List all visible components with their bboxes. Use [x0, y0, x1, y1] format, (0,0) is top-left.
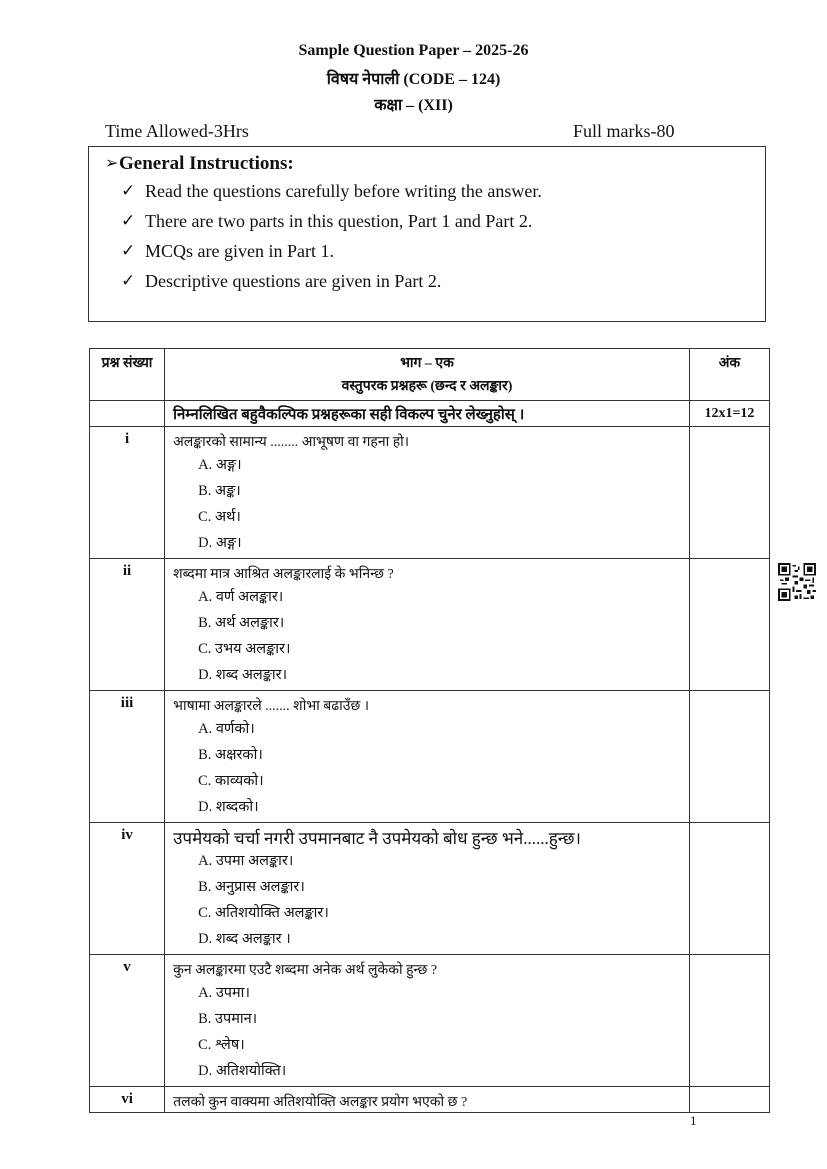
page-number: 1: [690, 1113, 697, 1128]
option-d: D. अतिशयोक्ति।: [198, 1063, 287, 1079]
instruction-item: [121, 181, 542, 202]
instruction-text: MCQs are given in Part 1.: [145, 241, 334, 261]
option-c: C. श्लेष।: [198, 1037, 245, 1053]
question-text: अलङ्कारको सामान्य ........ आभूषण वा गहना हो।: [173, 435, 410, 450]
check-icon: ✓: [121, 271, 136, 290]
option-a: A. उपमा।: [198, 985, 250, 1001]
time-allowed: Time Allowed-3Hrs: [105, 121, 249, 141]
option-list: [165, 980, 689, 1086]
option-d: D. शब्द अलङ्कार ।: [198, 931, 291, 947]
part-title: भाग – एक: [400, 356, 454, 371]
option-b: B. अङ्क।: [198, 483, 241, 499]
option-a: A. वर्ण अलङ्कार।: [198, 589, 284, 605]
option-list: [165, 848, 689, 954]
subject-line: विषय नेपाली (CODE – 124): [326, 71, 501, 88]
option-a: A. वर्णको।: [198, 721, 255, 737]
general-instructions-box: [88, 146, 766, 322]
option-list: [165, 716, 689, 822]
table-row: [90, 559, 770, 691]
table-row: [90, 955, 770, 1087]
table-row: [90, 1087, 770, 1113]
qr-code-icon: [778, 563, 816, 601]
option-b: B. अक्षरको।: [198, 747, 263, 763]
question-number: ii: [90, 559, 165, 691]
empty-cell: [90, 401, 165, 427]
marks-cell: [689, 691, 769, 823]
marks-cell: [689, 1087, 769, 1113]
question-text: तलको कुन वाक्यमा अतिशयोक्ति अलङ्कार प्रयोग भएको छ ?: [173, 1095, 468, 1110]
question-text: कुन अलङ्कारमा एउटै शब्दमा अनेक अर्थ लुकेको हुन्छ ?: [173, 963, 438, 978]
instruction-item: [121, 241, 334, 262]
option-a: A. अङ्ग।: [198, 457, 242, 473]
question-text: भाषामा अलङ्कारले ....... शोभा बढाउँछ ।: [173, 699, 370, 714]
question-cell: [165, 1087, 690, 1113]
arrow-bullet-icon: ➢: [105, 155, 119, 172]
check-icon: ✓: [121, 181, 136, 200]
class-line: कक्षा – (XII): [374, 97, 453, 114]
option-b: B. अनुप्रास अलङ्कार।: [198, 879, 305, 895]
question-cell: [165, 427, 690, 559]
option-d: D. अङ्ग।: [198, 535, 242, 551]
option-d: D. शब्द अलङ्कार।: [198, 667, 288, 683]
option-c: C. अतिशयोक्ति अलङ्कार।: [198, 905, 329, 921]
marks-cell: [689, 559, 769, 691]
question-cell: [165, 559, 690, 691]
question-cell: [165, 691, 690, 823]
option-c: C. अर्थ।: [198, 509, 241, 525]
instructions-heading: [105, 153, 294, 175]
question-cell: [165, 823, 690, 955]
marks-cell: [689, 955, 769, 1087]
instruction-item: [121, 271, 442, 292]
table-row: [90, 823, 770, 955]
section-instruction: निम्नलिखित बहुवैकल्पिक प्रश्नहरूका सही विकल्प चुनेर लेख्नुहोस् ।: [165, 401, 690, 427]
option-c: C. उभय अलङ्कार।: [198, 641, 291, 657]
question-number: i: [90, 427, 165, 559]
instruction-item: [121, 211, 533, 232]
part-subtitle: वस्तुपरक प्रश्नहरू (छन्द र अलङ्कार): [341, 379, 513, 394]
table-header-row: [90, 349, 770, 401]
question-table: [89, 348, 770, 1113]
option-d: D. शब्दको।: [198, 799, 259, 815]
instructions-title-text: General Instructions:: [119, 153, 294, 174]
option-c: C. काव्यको।: [198, 773, 264, 789]
instruction-text: There are two parts in this question, Part 1 and Part 2.: [145, 211, 533, 231]
question-cell: [165, 955, 690, 1087]
option-list: [165, 452, 689, 558]
option-b: B. उपमान।: [198, 1011, 258, 1027]
option-list: [165, 584, 689, 690]
option-a: A. उपमा अलङ्कार।: [198, 853, 294, 869]
question-number: vi: [90, 1087, 165, 1113]
question-number-header: प्रश्न संख्या: [90, 349, 165, 401]
check-icon: ✓: [121, 241, 136, 260]
part-header: [165, 349, 690, 401]
section-instruction-row: [90, 401, 770, 427]
check-icon: ✓: [121, 211, 136, 230]
question-number: v: [90, 955, 165, 1087]
full-marks: Full marks-80: [573, 121, 675, 141]
marks-cell: [689, 823, 769, 955]
instruction-text: Descriptive questions are given in Part 2.: [145, 271, 442, 291]
question-text: शब्दमा मात्र आश्रित अलङ्कारलाई के भनिन्छ ?: [173, 567, 394, 582]
paper-title: Sample Question Paper – 2025-26: [298, 42, 529, 59]
option-b: B. अर्थ अलङ्कार।: [198, 615, 285, 631]
marks-header: अंक: [689, 349, 769, 401]
marks-cell: [689, 427, 769, 559]
table-row: [90, 691, 770, 823]
question-text: उपमेयको चर्चा नगरी उपमानबाट नै उपमेयको बोध हुन्छ भने......हुन्छ।: [173, 829, 581, 848]
question-number: iii: [90, 691, 165, 823]
instruction-text: Read the questions carefully before writing the answer.: [145, 181, 542, 201]
section-marks: 12x1=12: [689, 401, 769, 427]
table-row: [90, 427, 770, 559]
question-number: iv: [90, 823, 165, 955]
